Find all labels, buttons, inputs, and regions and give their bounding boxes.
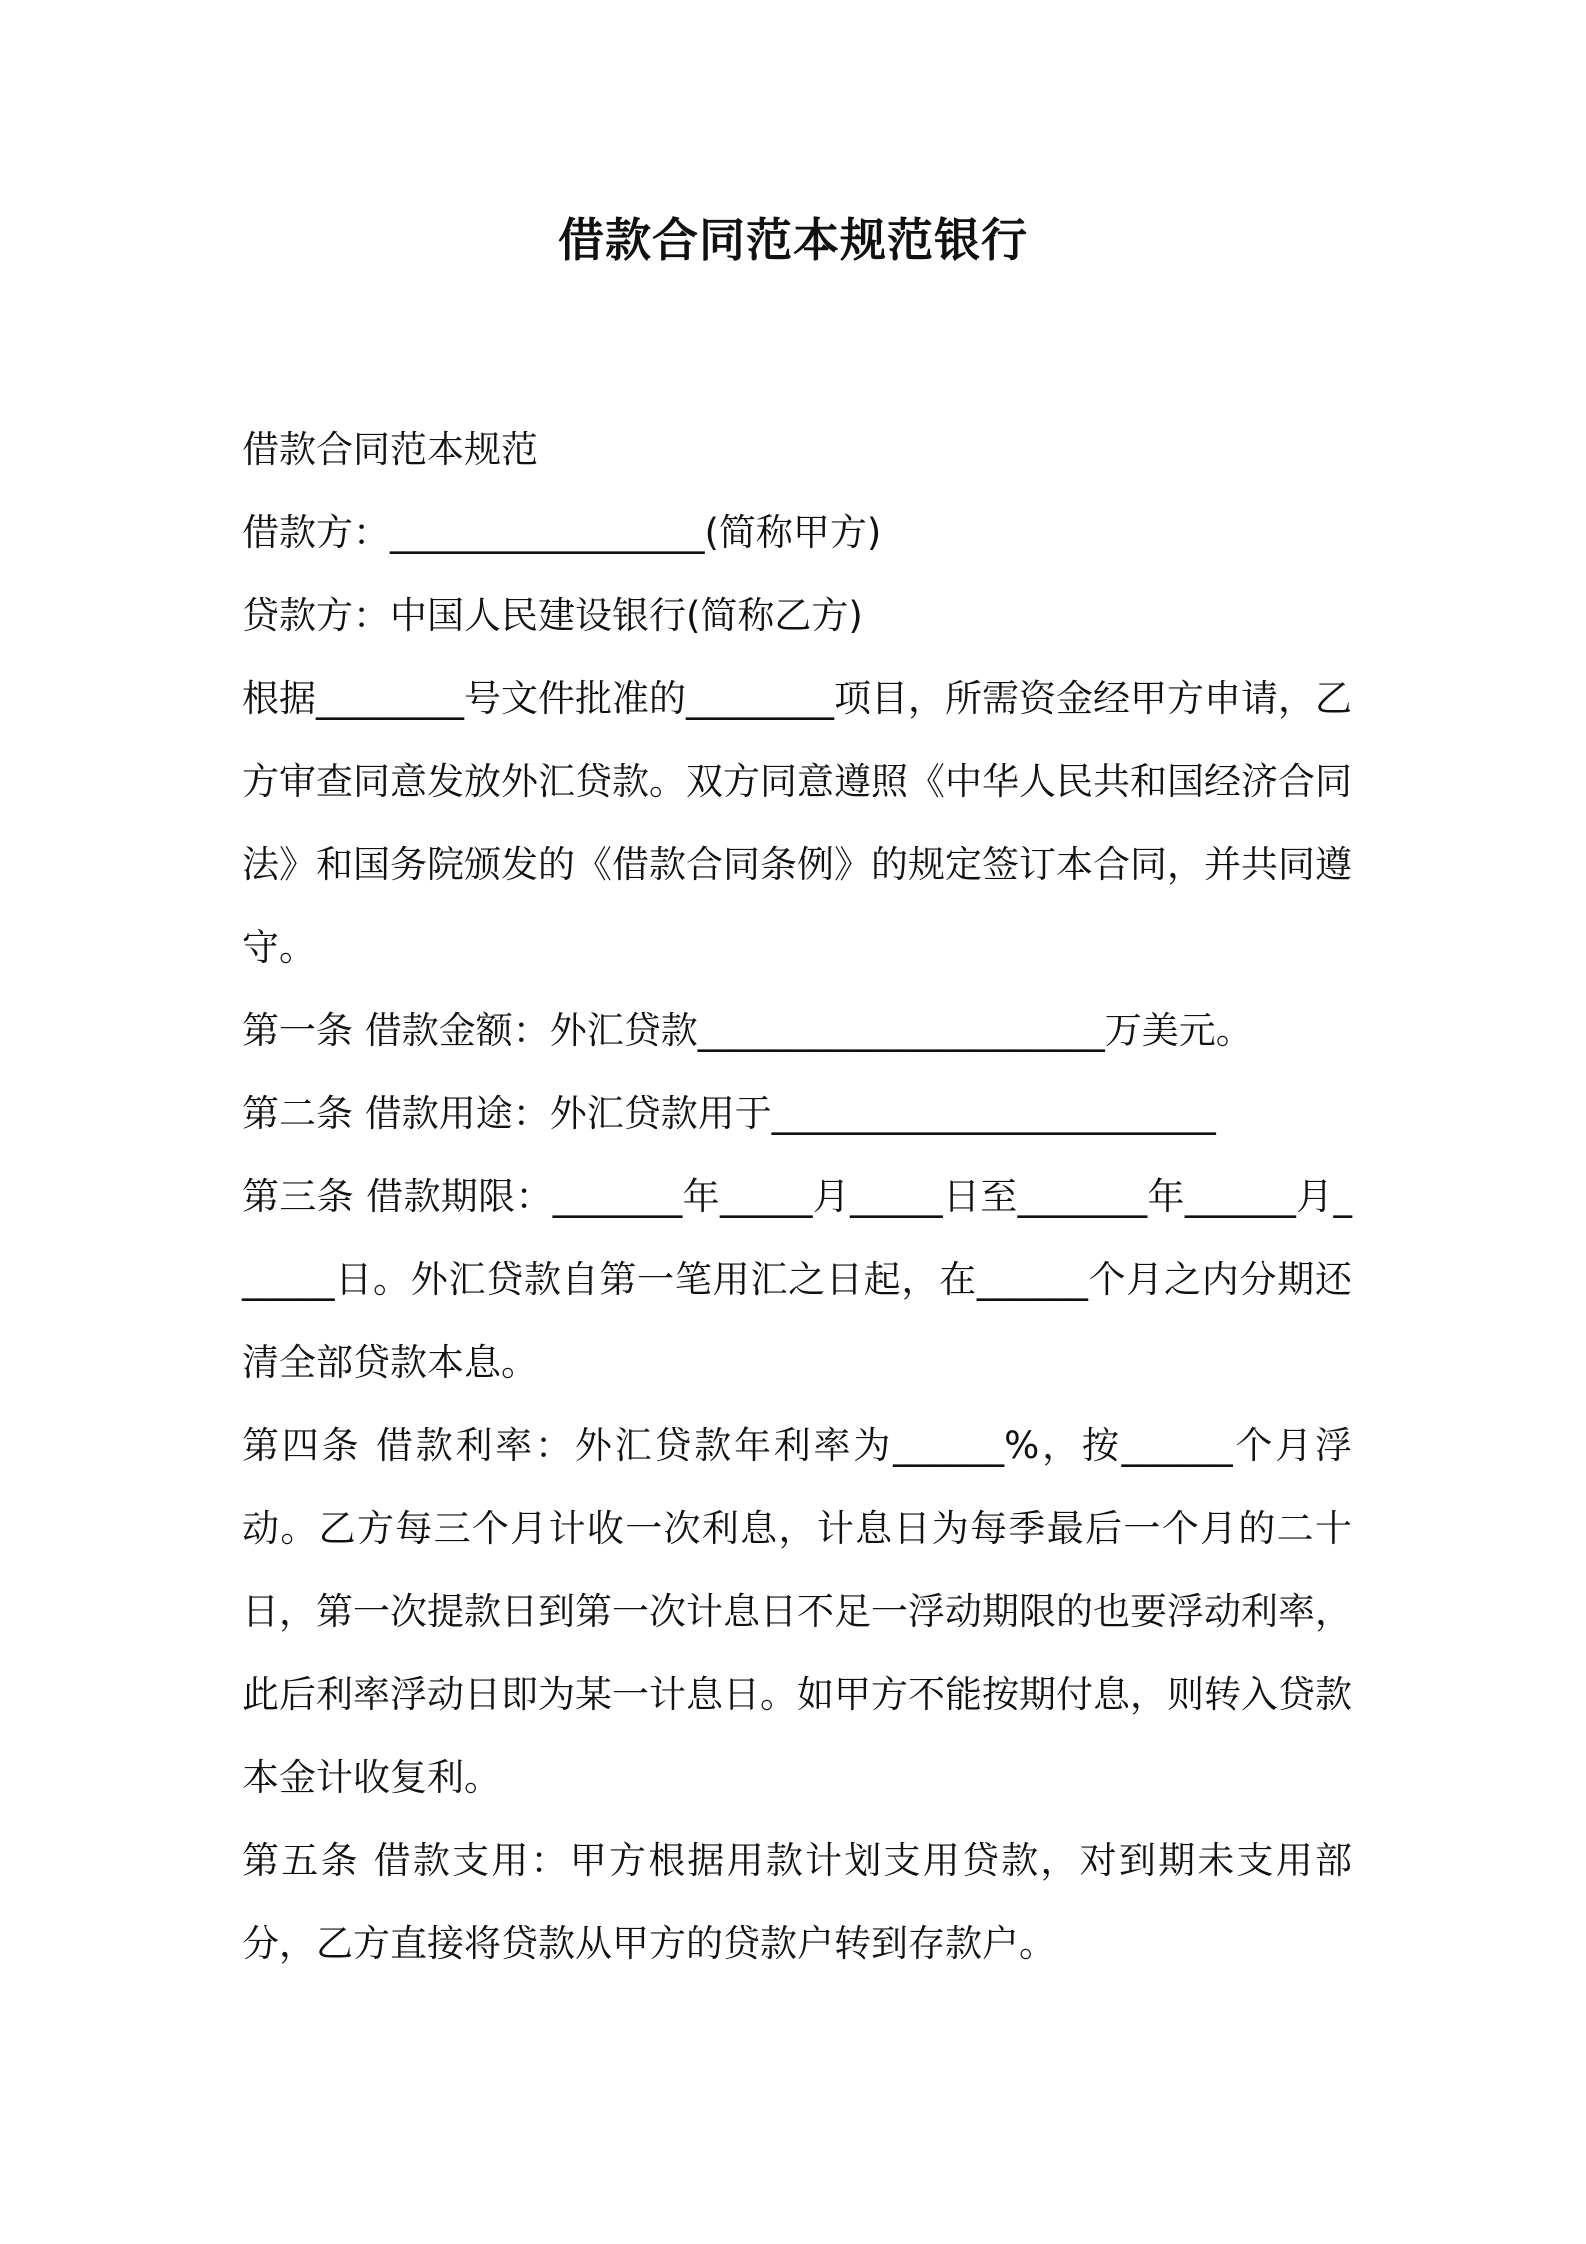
borrower-line: 借款方：_________________(简称甲方) [242, 511, 882, 554]
article-1-amount: 第一条 借款金额：外汇贷款______________________万美元。 [242, 1009, 1253, 1052]
document-body [242, 408, 1352, 1985]
document-title: 借款合同范本规范银行 [558, 213, 1028, 267]
article-2-purpose: 第二条 借款用途：外汇贷款用于________________________ [242, 1092, 1216, 1135]
lender-line: 贷款方：中国人民建设银行(简称乙方) [242, 594, 863, 637]
article-5-drawdown: 第五条 借款支用：甲方根据用款计划支用贷款，对到期未支用部分，乙方直接将贷款从甲方的贷款户转到存款户。 [242, 1839, 1352, 1965]
article-4-interest: 第四条 借款利率：外汇贷款年利率为______%，按______个月浮动。乙方每三个月计收一次利息，计息日为每季最后一个月的二十日，第一次提款日到第一次计息日不足一浮动期限的也要浮动利率，此后利率浮动日即为某一计息日。如甲方不能按期付息，则转入贷款本金计收复利。 [242, 1424, 1352, 1799]
preamble-paragraph: 根据________号文件批准的________项目，所需资金经甲方申请，乙方审查同意发放外汇贷款。双方同意遵照《中华人民共和国经济合同法》和国务院颁发的《借款合同条例》的规定签订本合同，并共同遵守。 [242, 677, 1352, 969]
subtitle-paragraph: 借款合同范本规范 [242, 428, 538, 471]
article-3-term: 第三条 借款期限：_______年_____月_____日至_______年______月______日。外汇贷款自第一笔用汇之日起，在______个月之内分期还清全部贷款本息。 [242, 1175, 1352, 1384]
